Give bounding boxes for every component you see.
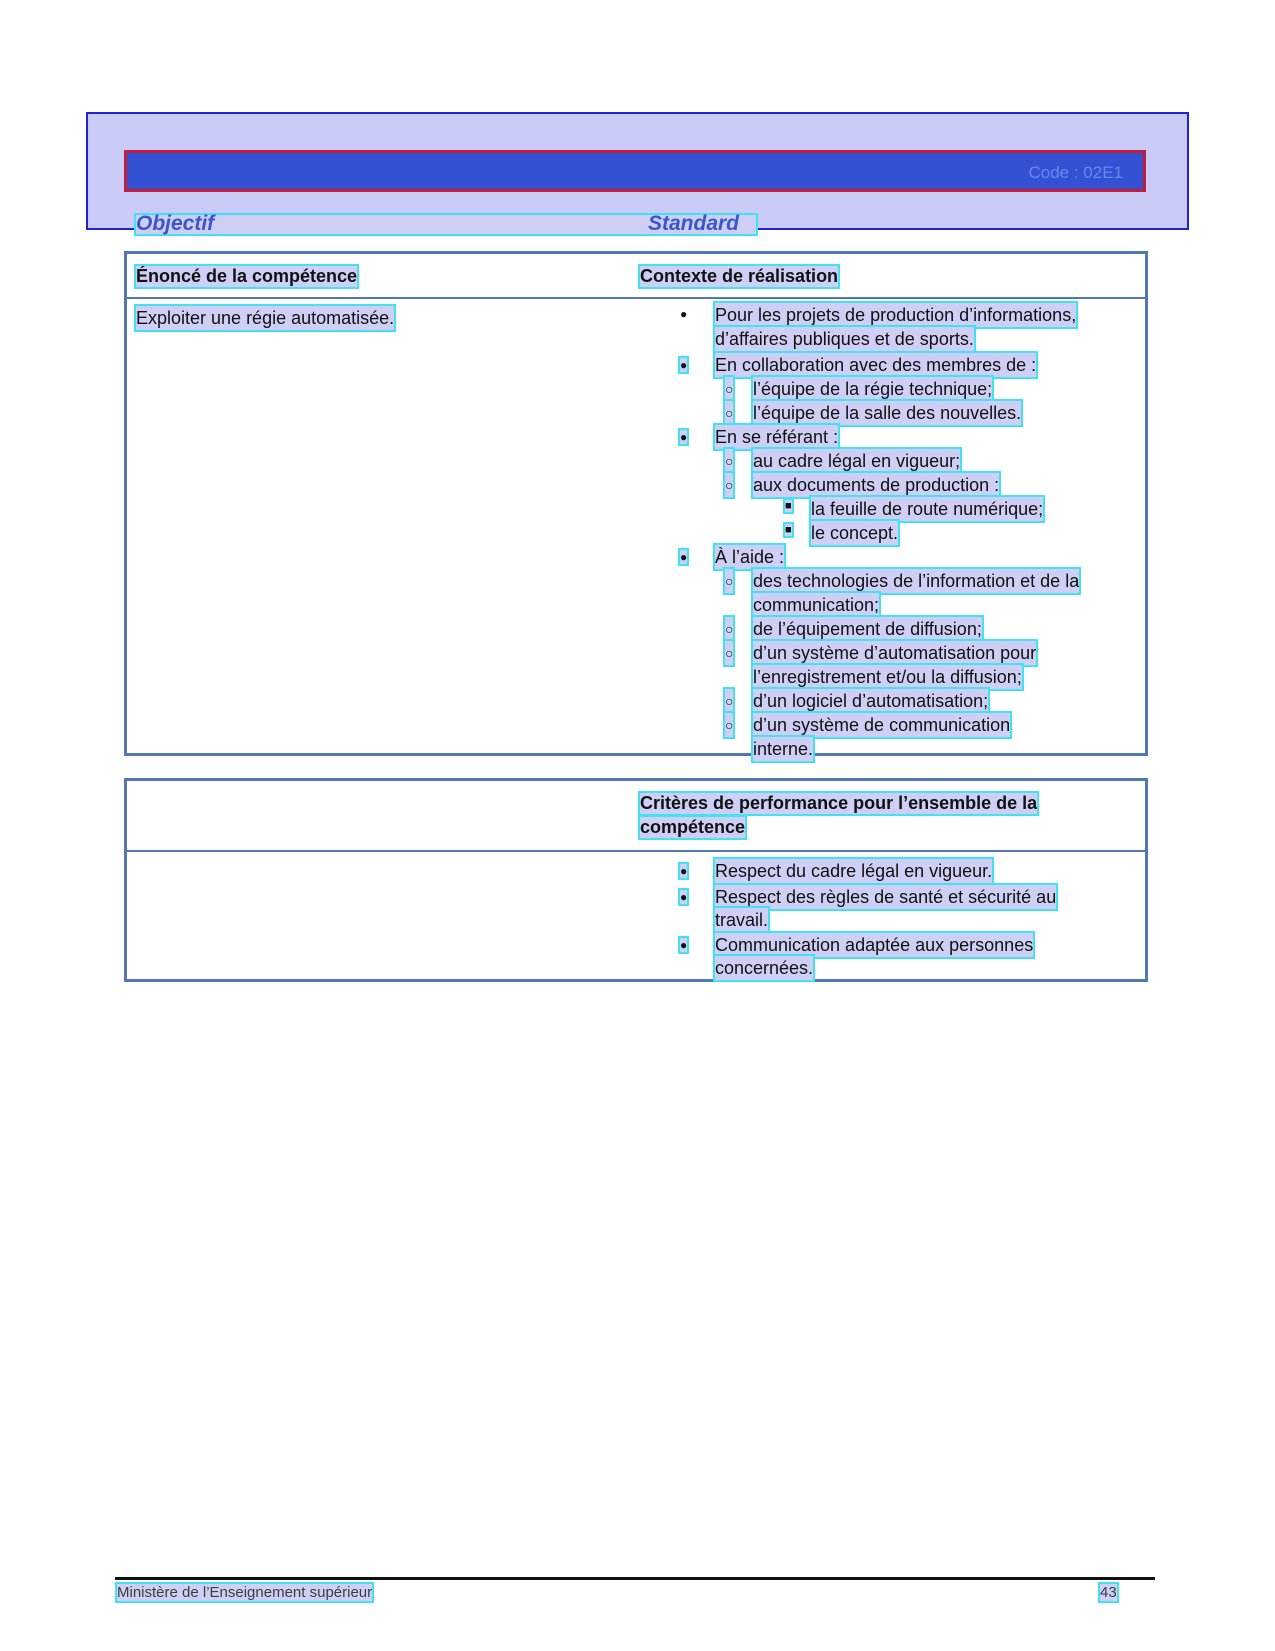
footer-ministry: Ministère de l’Enseignement supérieur (117, 1584, 373, 1601)
list-item: À l’aide : (715, 547, 785, 567)
footer-rule (115, 1577, 1155, 1580)
list-item: la feuille de route numérique; (811, 499, 1044, 519)
table-row-separator (127, 850, 1145, 852)
list-item: communication; (753, 595, 880, 615)
bullet-icon: ● (680, 430, 688, 444)
circle-bullet-icon: ○ (725, 473, 733, 497)
bullet-icon: ● (680, 890, 688, 904)
bullet-icon: ● (680, 864, 688, 878)
objectif-label: Objectif (136, 212, 215, 235)
square-bullet-icon: ■ (785, 500, 792, 512)
list-item: l’équipe de la salle des nouvelles. (753, 403, 1022, 423)
bullet-icon: ● (680, 550, 688, 564)
list-item: des technologies de l’information et de la (753, 571, 1080, 591)
list-item: l’équipe de la régie technique; (753, 379, 993, 399)
list-item: concernées. (715, 958, 814, 978)
criteria-heading: compétence (640, 817, 746, 837)
list-item: d’affaires publiques et de sports. (715, 329, 974, 349)
bullet-icon: ● (680, 938, 688, 952)
competence-heading: Énoncé de la compétence (136, 266, 358, 286)
list-item: l’enregistrement et/ou la diffusion; (753, 667, 1022, 687)
circle-bullet-icon: ○ (725, 377, 733, 401)
context-heading: Contexte de réalisation (640, 266, 839, 286)
bullet-icon: ● (680, 358, 688, 372)
list-item: au cadre légal en vigueur; (753, 451, 961, 471)
list-item: interne. (753, 739, 814, 759)
circle-bullet-icon: ○ (725, 569, 733, 593)
list-item: de l’équipement de diffusion; (753, 619, 982, 639)
standard-label: Standard (648, 212, 740, 235)
competence-statement: Exploiter une régie automatisée. (136, 308, 395, 328)
square-bullet-icon: ■ (785, 524, 792, 536)
circle-bullet-icon: ○ (725, 401, 733, 425)
criteria-heading: Critères de performance pour l’ensemble de la (640, 793, 1038, 813)
list-item: Communication adaptée aux personnes (715, 935, 1034, 955)
list-item: d’un système d’automatisation pour (753, 643, 1037, 663)
header-bar (124, 150, 1146, 192)
circle-bullet-icon: ○ (725, 713, 733, 737)
circle-bullet-icon: ○ (725, 689, 733, 713)
circle-bullet-icon: ○ (725, 641, 733, 665)
circle-bullet-icon: ○ (725, 617, 733, 641)
page-number: 43 (1100, 1584, 1117, 1601)
list-item: le concept. (811, 523, 899, 543)
list-item: aux documents de production : (753, 475, 1000, 495)
list-item: En se référant : (715, 427, 839, 447)
list-item: En collaboration avec des membres de : (715, 355, 1037, 375)
list-item: d’un logiciel d’automatisation; (753, 691, 989, 711)
bullet-icon: ● (680, 307, 688, 321)
list-item: Respect du cadre légal en vigueur. (715, 861, 993, 881)
list-item: Pour les projets de production d’informations, (715, 305, 1077, 325)
list-item: Respect des règles de santé et sécurité au (715, 887, 1057, 907)
circle-bullet-icon: ○ (725, 449, 733, 473)
list-item: d’un système de communication (753, 715, 1011, 735)
table-row-separator (127, 297, 1145, 299)
list-item: travail. (715, 910, 769, 930)
competency-code: Code : 02E1 (1028, 163, 1123, 182)
